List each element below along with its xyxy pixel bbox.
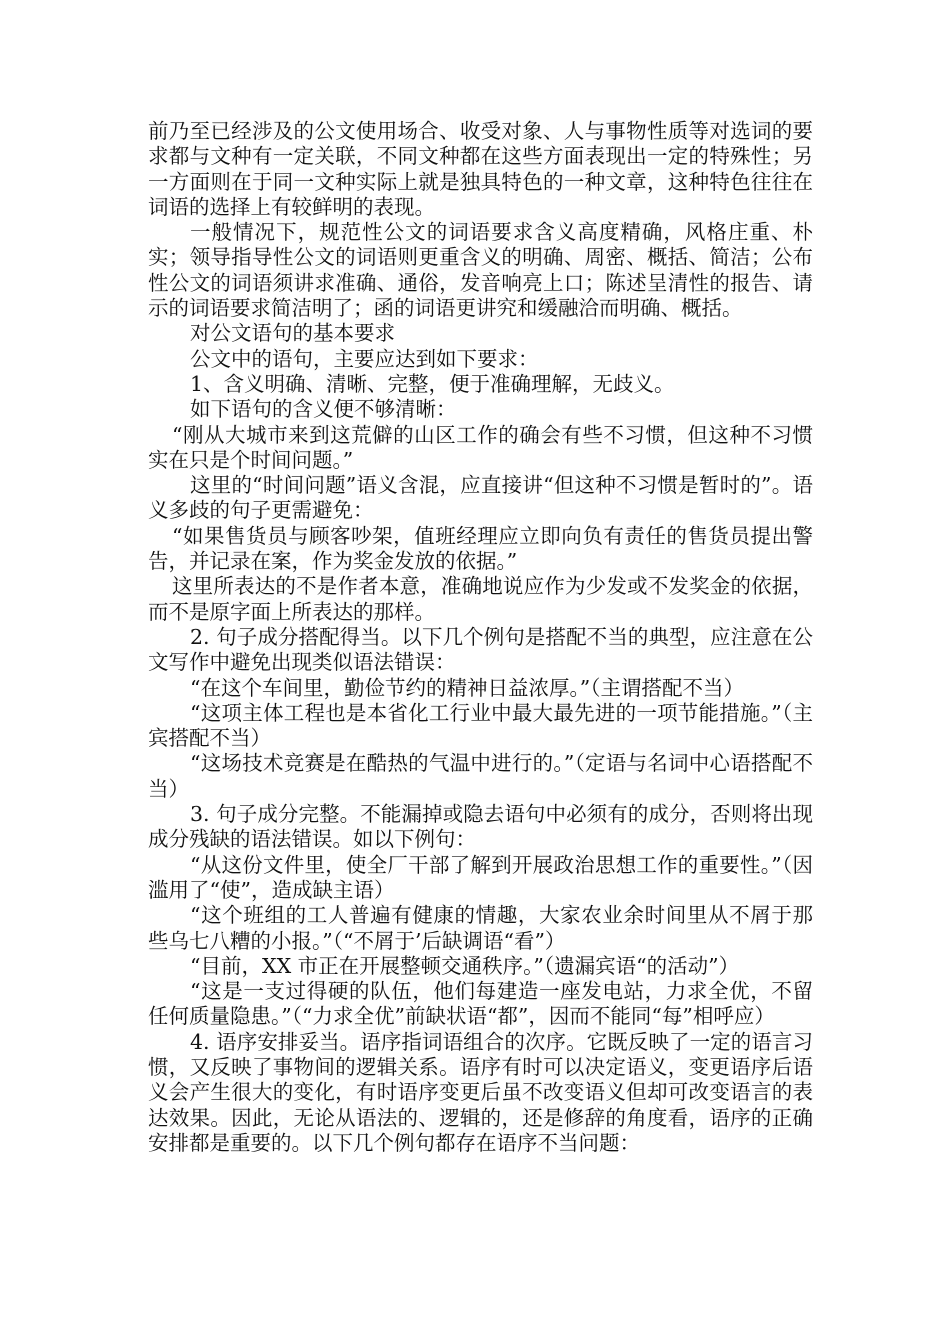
paragraph: 如下语句的含义便不够清晰：: [190, 397, 457, 422]
example-sentence: “如果售货员与顾客吵架，值班经理应立即向负有责任的售货员提出警告，并记录在案，作为奖金发放的依据。”: [148, 523, 813, 574]
paragraph: 这里的“时间问题”语义含混，应直接讲“但这种不习惯是暂时的”。语义多歧的句子更需避免：: [148, 473, 813, 523]
example-sentence: “在这个车间里，勤俭节约的精神日益浓厚。”（主谓搭配不当）: [190, 675, 744, 700]
paragraph: 前乃至已经涉及的公文使用场合、收受对象、人与事物性质等对选词的要求都与文种有一定关联，不同文种都在这些方面表现出一定的特殊性；另一方面则在于同一文种实际上就是独具特色的一种文章，这种特色往往在词语的选择上有较鲜明的表现。: [148, 119, 813, 219]
paragraph: 这里所表达的不是作者本意，准确地说应作为少发或不发奖金的依据，而不是原字面上所表达的那样。: [148, 574, 813, 624]
example-sentence: “这场技术竞赛是在酷热的气温中进行的。”（定语与名词中心语搭配不当）: [148, 751, 813, 801]
list-item: 2. 句子成分搭配得当。以下几个例句是搭配不当的典型，应注意在公文写作中避免出现类似语法错误：: [148, 624, 813, 675]
body-text: [148, 119, 813, 1156]
example-sentence: “这项主体工程也是本省化工行业中最大最先进的一项节能措施。”（主宾搭配不当）: [148, 700, 813, 751]
list-item: 1、含义明确、清晰、完整，便于准确理解，无歧义。: [190, 371, 675, 396]
example-sentence: “这个班组的工人普遍有健康的情趣，大家农业余时间里从不屑于那些乌七八糟的小报。”（“不屑于’后缺调语“看”）: [148, 903, 813, 953]
list-item: 3. 句子成分完整。不能漏掉或隐去语句中必须有的成分，否则将出现成分残缺的语法错误。如以下例句：: [148, 802, 813, 852]
example-sentence: “这是一支过得硬的队伍，他们每建造一座发电站，力求全优，不留任何质量隐患。”（“力求全优”前缺状语“都”，因而不能同“每”相呼应）: [148, 979, 813, 1029]
paragraph: 一般情况下，规范性公文的词语要求含义高度精确，风格庄重、朴实；领导指导性公文的词语则更重含义的明确、周密、概括、简洁；公布性公文的词语须讲求准确、通俗，发音响亮上口；陈述呈清性的报告、请示的词语要求简洁明了；函的词语更讲究和缓融洽而明确、概括。: [148, 220, 813, 321]
example-sentence: “从这份文件里，使全厂干部了解到开展政治思想工作的重要性。”（因滥用了“使”，造成缺主语）: [148, 852, 813, 902]
example-sentence: “刚从大城市来到这荒僻的山区工作的确会有些不习惯，但这种不习惯实在只是个时间问题。”: [148, 422, 813, 472]
example-sentence: “目前，XX 市正在开展整顿交通秩序。”（遗漏宾语“的活动”）: [190, 953, 740, 978]
section-heading: 对公文语句的基本要求: [190, 321, 395, 346]
paragraph: 公文中的语句，主要应达到如下要求：: [190, 346, 539, 371]
list-item: 4. 语序安排妥当。语序指词语组合的次序。它既反映了一定的语言习惯，又反映了事物间的逻辑关系。语序有时可以决定语义，变更语序后语义会产生很大的变化，有时语序变更后虽不改变语义但却可改变语言的表达效果。因此，无论从语法的、逻辑的，还是修辞的角度看，语序的正确安排都是重要的。以下几个例句都存在语序不当问题：: [148, 1029, 813, 1155]
